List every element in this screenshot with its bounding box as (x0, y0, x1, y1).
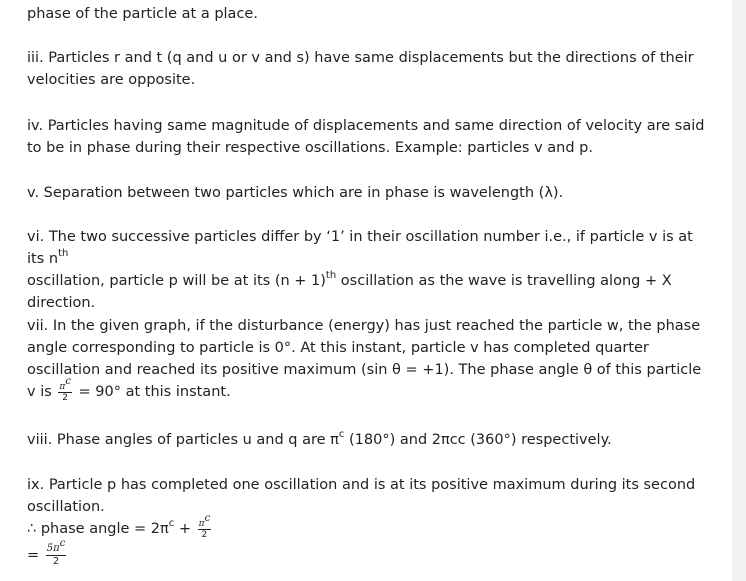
text: iii. Particles r and t (q and u or v and s) have same displacements but the directions of their velocities are opposite. (27, 50, 694, 88)
superscript: c (204, 512, 211, 524)
frac-numerator: π (59, 381, 66, 392)
text: vii. In the given graph, if the disturbance (energy) has just reached the particle w, the phase angle corresponding to particle is 0°. At this instant, particle v has completed quarter oscillation and reached its positive maximum (sin θ = +1). The phase angle θ of this particle v is (27, 318, 702, 400)
text: phase of the particle at a place. (27, 6, 258, 22)
superscript: c (59, 537, 66, 549)
superscript: c (65, 375, 71, 387)
paragraph-iv (27, 115, 707, 159)
text: = 90° at this instant. (73, 384, 231, 400)
frac-denominator: 2 (52, 556, 60, 567)
paragraph-vi (27, 226, 707, 314)
frac-denominator: 2 (62, 392, 69, 403)
paragraph-intro-tail (27, 3, 258, 25)
text: viii. Phase angles of particles u and q are π (27, 432, 339, 448)
text: vi. The two successive particles differ by ‘1’ in their oscillation number i.e., if particle v is at its n (27, 229, 693, 267)
superscript: c (338, 429, 345, 441)
frac-numerator: π (198, 518, 205, 529)
fraction-pi-over-2 (198, 512, 212, 540)
paragraph-vii (27, 315, 707, 403)
formula-result-line (27, 537, 68, 568)
text: ix. Particle p has completed one oscillation and is at its positive maximum during its second oscillation. (27, 477, 696, 515)
superscript: th (325, 270, 337, 282)
paragraph-viii (27, 429, 612, 451)
text: iv. Particles having same magnitude of displacements and same direction of velocity are said to be in phase during their respective oscillations. Example: particles v and p. (27, 118, 705, 156)
text: oscillation as the wave is travelling along + X direction. (27, 273, 672, 311)
frac-numerator: 5π (46, 543, 60, 554)
text: + (174, 521, 196, 537)
text: oscillation, particle p will be at its (n + 1) (27, 273, 326, 289)
superscript: c (168, 518, 175, 530)
paragraph-v (27, 182, 563, 204)
vertical-scrollbar[interactable] (732, 0, 746, 581)
frac-denominator: 2 (201, 529, 208, 540)
text: ∴ phase angle = 2π (27, 521, 169, 537)
fraction-pi-over-2 (58, 375, 72, 403)
text: (180°) and 2πcc (360°) respectively. (344, 432, 612, 448)
text: v. Separation between two particles which are in phase is wavelength (λ). (27, 185, 564, 201)
paragraph-iii (27, 47, 707, 91)
fraction-5pi-over-2 (46, 537, 67, 568)
paragraph-ix (27, 474, 707, 540)
superscript: th (58, 248, 69, 260)
text: = (27, 547, 44, 564)
